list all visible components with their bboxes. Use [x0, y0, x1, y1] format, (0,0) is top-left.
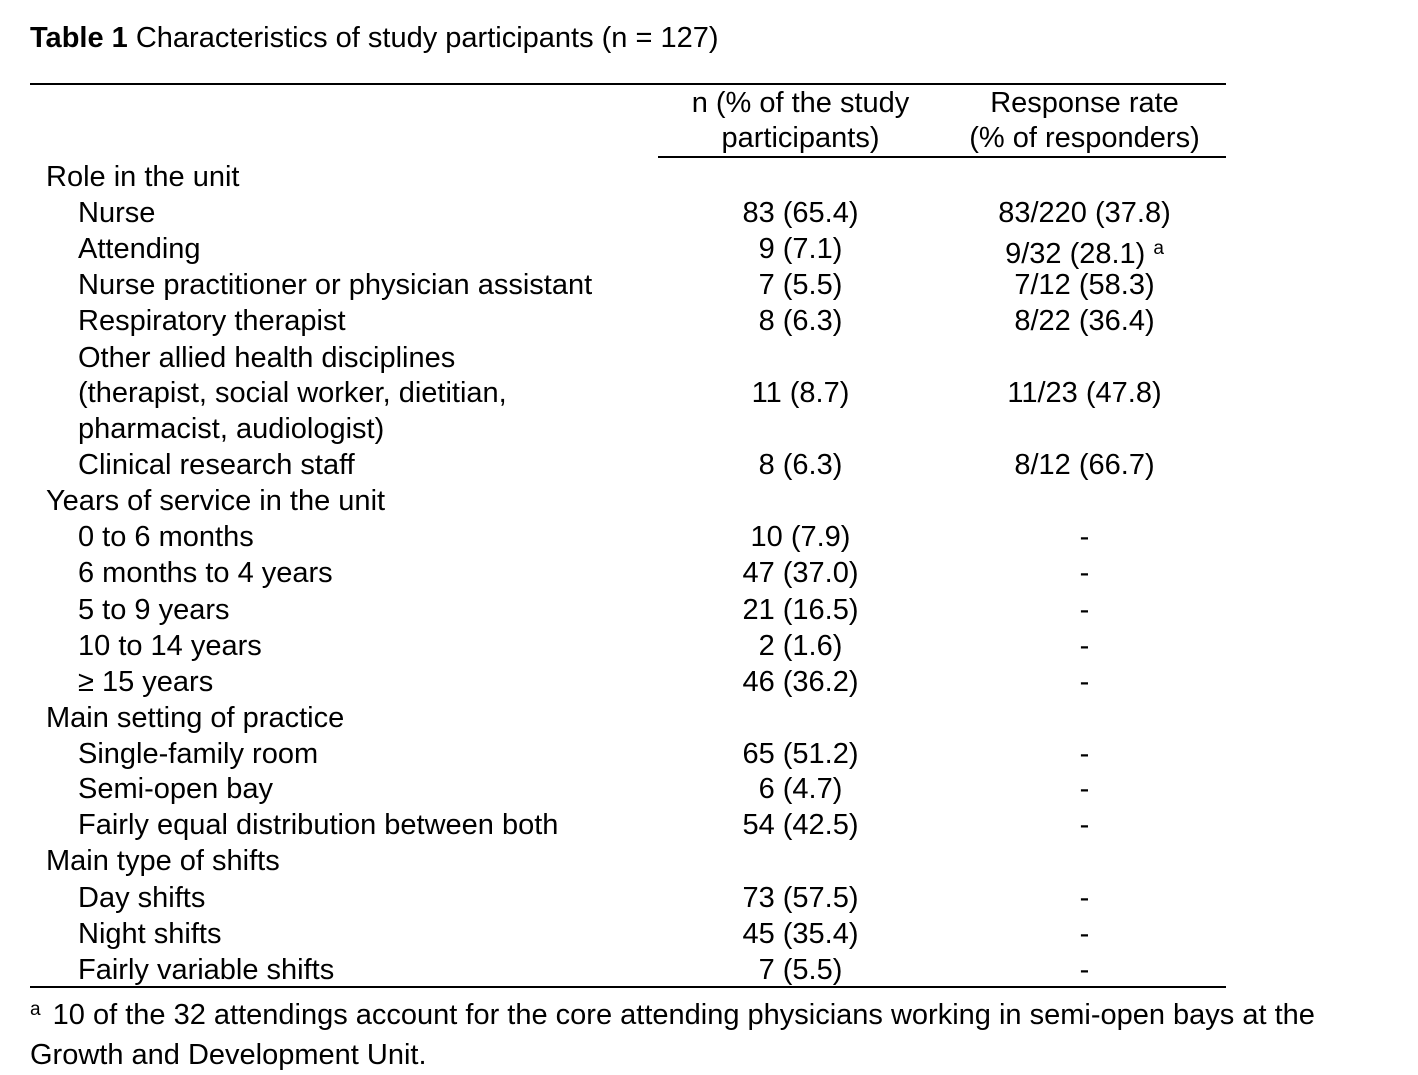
row-label: Single-family room — [78, 738, 319, 770]
cell-rate: 8/12 (66.7) — [1014, 449, 1155, 481]
footnote-text: 10 of the 32 attendings account for the core attending physicians working in semi-open bays at the Growth and Development Unit. — [30, 999, 1315, 1071]
row-label-line1: Other allied health disciplines — [78, 342, 456, 374]
row-label: Clinical research staff — [78, 449, 355, 481]
row-label-line2: (therapist, social worker, dietitian, — [78, 377, 507, 409]
cell-rate: 8/22 (36.4) — [1014, 305, 1155, 337]
row-label: Nurse practitioner or physician assistant — [78, 269, 593, 301]
cell-rate: - — [1079, 918, 1090, 950]
cell-n: 54 (42.5) — [742, 809, 859, 841]
column-header-rate-line1: Response rate — [990, 87, 1179, 119]
cell-n: 8 (6.3) — [758, 305, 843, 337]
footnote-marker: a — [1153, 238, 1164, 259]
cell-n: 83 (65.4) — [742, 197, 859, 229]
row-label: 6 months to 4 years — [78, 557, 333, 589]
cell-rate: - — [1079, 738, 1090, 770]
cell-n: 45 (35.4) — [742, 918, 859, 950]
table-title: Characteristics of study participants (n = 127) — [127, 22, 719, 54]
section-label: Role in the unit — [46, 161, 240, 193]
section-label: Main setting of practice — [46, 702, 345, 734]
cell-n: 46 (36.2) — [742, 666, 859, 698]
cell-rate: 7/12 (58.3) — [1014, 269, 1155, 301]
cell-rate: - — [1079, 954, 1090, 986]
row-label: ≥ 15 years — [78, 666, 214, 698]
row-label: Night shifts — [78, 918, 222, 950]
cell-rate: 11/23 (47.8) — [1007, 377, 1162, 409]
section-label: Main type of shifts — [46, 845, 280, 877]
cell-rate: - — [1079, 773, 1090, 805]
row-label: Semi-open bay — [78, 773, 274, 805]
row-label: 10 to 14 years — [78, 630, 262, 662]
row-label: Fairly variable shifts — [78, 954, 335, 986]
cell-rate: - — [1079, 557, 1090, 589]
header-sub-rule — [658, 156, 1226, 158]
cell-n: 8 (6.3) — [758, 449, 843, 481]
row-label: Day shifts — [78, 882, 206, 914]
column-header-rate-line2: (% of responders) — [969, 122, 1200, 154]
column-header-rate — [943, 86, 1226, 156]
footnote-marker: a — [30, 999, 41, 1020]
cell-n: 47 (37.0) — [742, 557, 859, 589]
cell-rate — [943, 231, 1226, 272]
column-header-n-line1: n (% of the study — [691, 87, 910, 119]
row-label: Nurse — [78, 197, 156, 229]
cell-n: 21 (16.5) — [742, 594, 859, 626]
table-label: Table 1 — [30, 22, 128, 54]
cell-n: 7 (5.5) — [758, 269, 843, 301]
row-label: Attending — [78, 233, 201, 265]
column-header-n-line2: participants) — [721, 122, 880, 154]
top-rule — [30, 83, 1226, 85]
row-label: 0 to 6 months — [78, 521, 254, 553]
row-label-line3: pharmacist, audiologist) — [78, 413, 385, 445]
table-caption — [30, 20, 719, 56]
section-label: Years of service in the unit — [46, 485, 386, 517]
column-header-n — [658, 86, 943, 156]
cell-n: 73 (57.5) — [742, 882, 859, 914]
cell-n: 11 (8.7) — [751, 377, 850, 409]
cell-rate: - — [1079, 521, 1090, 553]
cell-n: 65 (51.2) — [742, 738, 859, 770]
cell-n: 9 (7.1) — [758, 233, 843, 265]
cell-rate: - — [1079, 594, 1090, 626]
row-label: Respiratory therapist — [78, 305, 346, 337]
cell-rate: - — [1079, 882, 1090, 914]
cell-n: 10 (7.9) — [750, 521, 851, 553]
cell-rate: 83/220 (37.8) — [998, 197, 1171, 229]
cell-n: 6 (4.7) — [758, 773, 843, 805]
cell-n: 2 (1.6) — [758, 630, 843, 662]
cell-rate-value: 9/32 (28.1) — [1005, 238, 1146, 270]
cell-rate: - — [1079, 809, 1090, 841]
row-label: 5 to 9 years — [78, 594, 230, 626]
row-label: Fairly equal distribution between both — [78, 809, 559, 841]
cell-n: 7 (5.5) — [758, 954, 843, 986]
cell-rate: - — [1079, 630, 1090, 662]
bottom-rule — [30, 986, 1226, 988]
cell-rate: - — [1079, 666, 1090, 698]
table-footnote — [30, 990, 1415, 1075]
